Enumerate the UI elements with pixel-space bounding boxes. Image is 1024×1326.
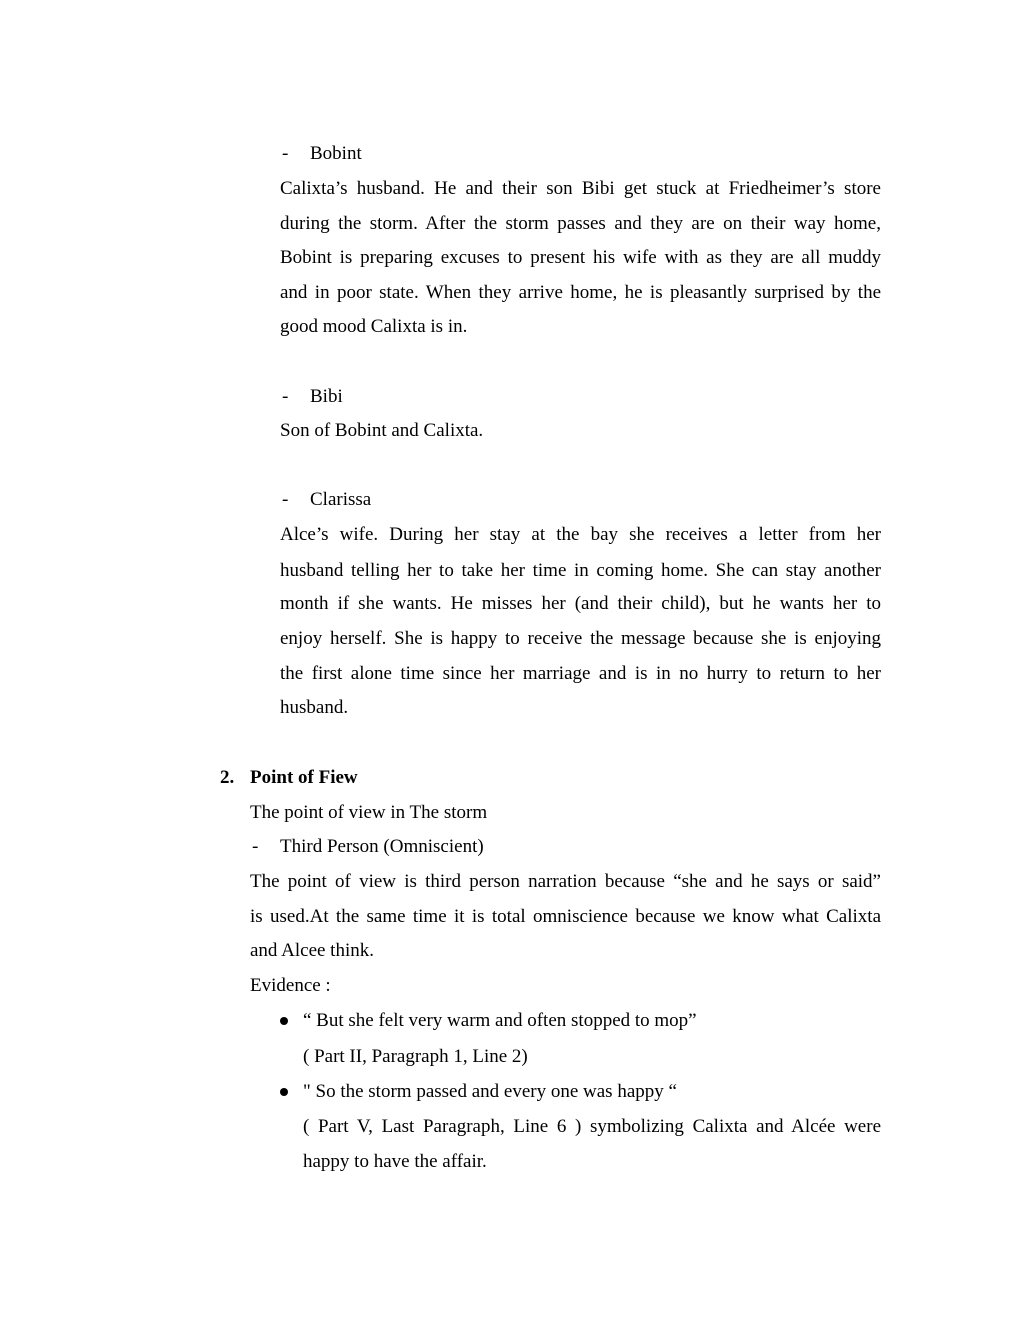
description-line: Calixta’s husband. He and their son Bibi get stuck at Friedheimer’s store [280,178,881,199]
description-line: and in poor state. When they arrive home, he is pleasantly surprised by the [280,282,881,303]
description-line: the first alone time since her marriage and is in no hurry to return to her [280,663,881,684]
bullet-icon [280,1088,288,1096]
list-dash: - [282,489,289,510]
description-line: during the storm. After the storm passes and they are on their way home, [280,213,881,234]
bullet-icon [280,1017,288,1025]
description-line: husband. [280,697,349,718]
list-dash: - [282,386,289,407]
section-intro: The point of view in The storm [250,802,488,823]
description-line: Bobint is preparing excuses to present his wife with as they are all muddy [280,247,881,268]
character-name: Bibi [310,386,343,407]
paragraph-line: and Alcee think. [250,940,374,961]
description-line: good mood Calixta is in. [280,316,468,337]
character-name: Bobint [310,143,362,164]
evidence-citation: ( Part II, Paragraph 1, Line 2) [303,1046,528,1067]
list-dash: - [252,836,259,857]
evidence-quote: “ But she felt very warm and often stopped to mop” [303,1010,697,1031]
paragraph-line: The point of view is third person narration because “she and he says or said” [250,871,881,892]
description-line: Alce’s wife. During her stay at the bay she receives a letter from her [280,524,881,545]
paragraph-line: is used.At the same time it is total omniscience because we know what Calixta [250,906,881,927]
description-line: Son of Bobint and Calixta. [280,420,484,441]
section-heading: Point of Fiew [250,767,358,788]
list-dash: - [282,143,289,164]
evidence-citation: happy to have the affair. [303,1151,487,1172]
description-line: husband telling her to take her time in coming home. She can stay another [280,560,881,581]
description-line: enjoy herself. She is happy to receive the message because she is enjoying [280,628,881,649]
subheading: Third Person (Omniscient) [280,836,484,857]
character-name: Clarissa [310,489,372,510]
description-line: month if she wants. He misses her (and their child), but he wants her to [280,593,881,614]
evidence-citation: ( Part V, Last Paragraph, Line 6 ) symbolizing Calixta and Alcée were [303,1116,881,1137]
section-number: 2. [220,767,235,788]
evidence-quote: " So the storm passed and every one was happy “ [303,1081,677,1102]
evidence-label: Evidence : [250,975,331,996]
